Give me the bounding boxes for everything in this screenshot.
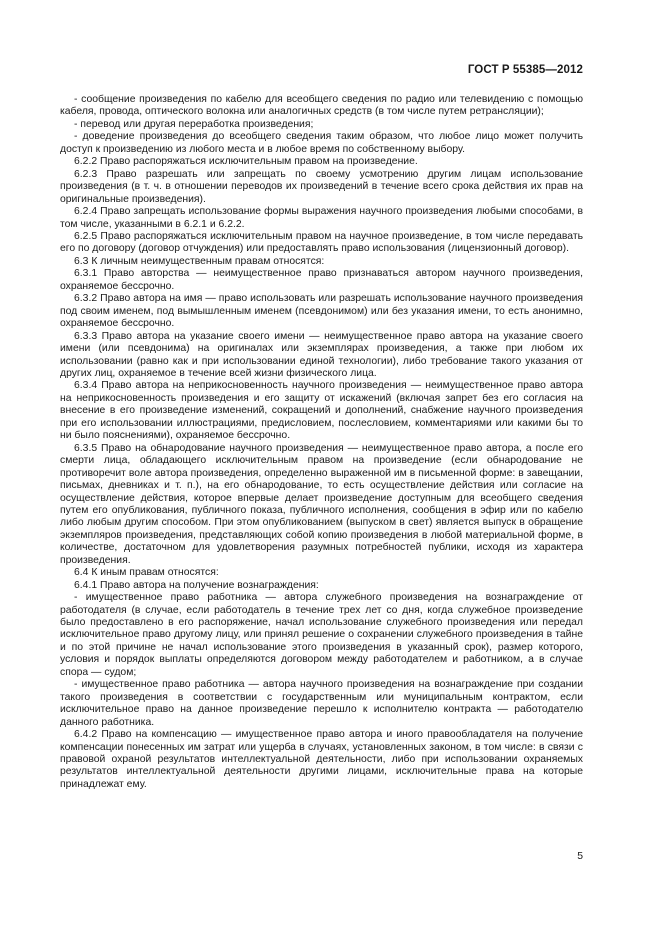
paragraph: - перевод или другая переработка произведения; [74, 118, 314, 130]
paragraph: 6.4 К иным правам относятся: [74, 567, 219, 579]
paragraph: 6.4.2 Право на компенсацию — имущественное право автора и иного правообладателя на получение компенсации понесенных им затрат или ущерба в случаях, установленных законом, в том числе: в связи с правовой охраной результатов интеллектуальной деятельности, либо при использовании охраняемых результатов интеллектуальной деятельности другими лицами, исключительные права на которые принадлежат ему. [60, 729, 583, 790]
paragraph: 6.2.3 Право разрешать или запрещать по своему усмотрению другим лицам использование произведения (в т. ч. в отношении переводов их произведений в течение всего срока действия их прав на оригинальные произведения). [60, 168, 583, 205]
paragraph: 6.2.5 Право распоряжаться исключительным правом на научное произведение, в том числе передавать его по договору (договор отчуждения) или предоставлять право использования (лицензионный договор). [60, 230, 583, 255]
paragraph: 6.3 К личным неимущественным правам относятся: [74, 255, 325, 267]
paragraph: - сообщение произведения по кабелю для всеобщего сведения по радио или телевидению с помощью кабеля, провода, оптического волокна или аналогичных средств (в том числе путем ретрансляции); [60, 94, 583, 118]
document-body [60, 94, 583, 791]
paragraph: 6.4.1 Право автора на получение вознаграждения: [74, 579, 319, 591]
paragraph: - имущественное право работника — автора научного произведения на вознаграждение при создании такого произведения в соответствии с государственным или муниципальным контрактом, если исключительное право на данное произведение перешло к исполнителю контракта — работодателю данного работника. [60, 679, 583, 728]
paragraph: - доведение произведения до всеобщего сведения таким образом, что любое лицо может получить доступ к произведению из любого места и в любое время по собственному выбору. [60, 131, 583, 155]
paragraph: 6.3.1 Право авторства — неимущественное право признаваться автором научного произведения, охраняемое бессрочно. [60, 268, 583, 292]
paragraph: 6.3.2 Право автора на имя — право использовать или разрешать использование научного произведения под своим именем, под вымышленным именем (псевдонимом) или без указания имени, то есть анонимно, охраняемое бессрочно. [60, 293, 583, 330]
page-number: 5 [577, 851, 583, 862]
paragraph: 6.2.2 Право распоряжаться исключительным правом на произведение. [74, 156, 418, 168]
paragraph: 6.3.5 Право на обнародование научного произведения — неимущественное право автора, а после его смерти лица, обладающего исключительным правом на произведение (если обнародование не противоречит воле автора произведения, определенно выраженной им в письменной форме: в завещании, письмах, дневниках и т. п.), на его обнародование, то есть осуществление действия или согласие на осуществление действия, которое впервые делает произведение доступным для всеобщего сведения путем его опубликования, публичного показа, публичного исполнения, сообщения в эфир или по кабелю либо любым другим способом. При этом опубликованием (выпуском в свет) является выпуск в обращение экземпляров произведения, представляющих собой копию произведения в любой материальной форме, в количестве, достаточном для удовлетворения разумных потребностей публики, исходя из характера произведения. [60, 442, 583, 566]
paragraph: 6.3.3 Право автора на указание своего имени — неимущественное право автора на указание своего имени (или псевдонима) на оригиналах или экземплярах произведения, а также при любом их использовании (равно как и при использовании единой технологии), либо требование такого указания от других лиц, охраняемое в течение всей жизни физического лица. [60, 330, 583, 379]
document-header: ГОСТ Р 55385—2012 [467, 64, 583, 76]
paragraph: 6.3.4 Право автора на неприкосновенность научного произведения — неимущественное право автора на неприкосновенность произведения и его защиту от искажений (включая запрет без его согласия на внесение в его произведение изменений, сокращений и дополнений, снабжение научного произведения при его использовании иллюстрациями, предисловием, послесловием, комментариями или какими бы то ни было пояснениями), охраняемое бессрочно. [60, 380, 583, 442]
paragraph: 6.2.4 Право запрещать использование формы выражения научного произведения любыми способами, в том числе, указанными в 6.2.1 и 6.2.2. [60, 206, 583, 230]
paragraph: - имущественное право работника — автора служебного произведения на вознаграждение от работодателя (в случае, если работодатель в течение трех лет со дня, когда служебное произведение было предоставлено в его распоряжение, начал использование служебного произведения или передал исключительное право другому лицу, или принял решение о сохранении служебного произведения в тайне и по этой причине не начал использование этого произведения в указанный срок), размер которого, условия и порядок выплаты определяются договором между работодателем и работником, а в случае спора — судом; [60, 592, 583, 678]
